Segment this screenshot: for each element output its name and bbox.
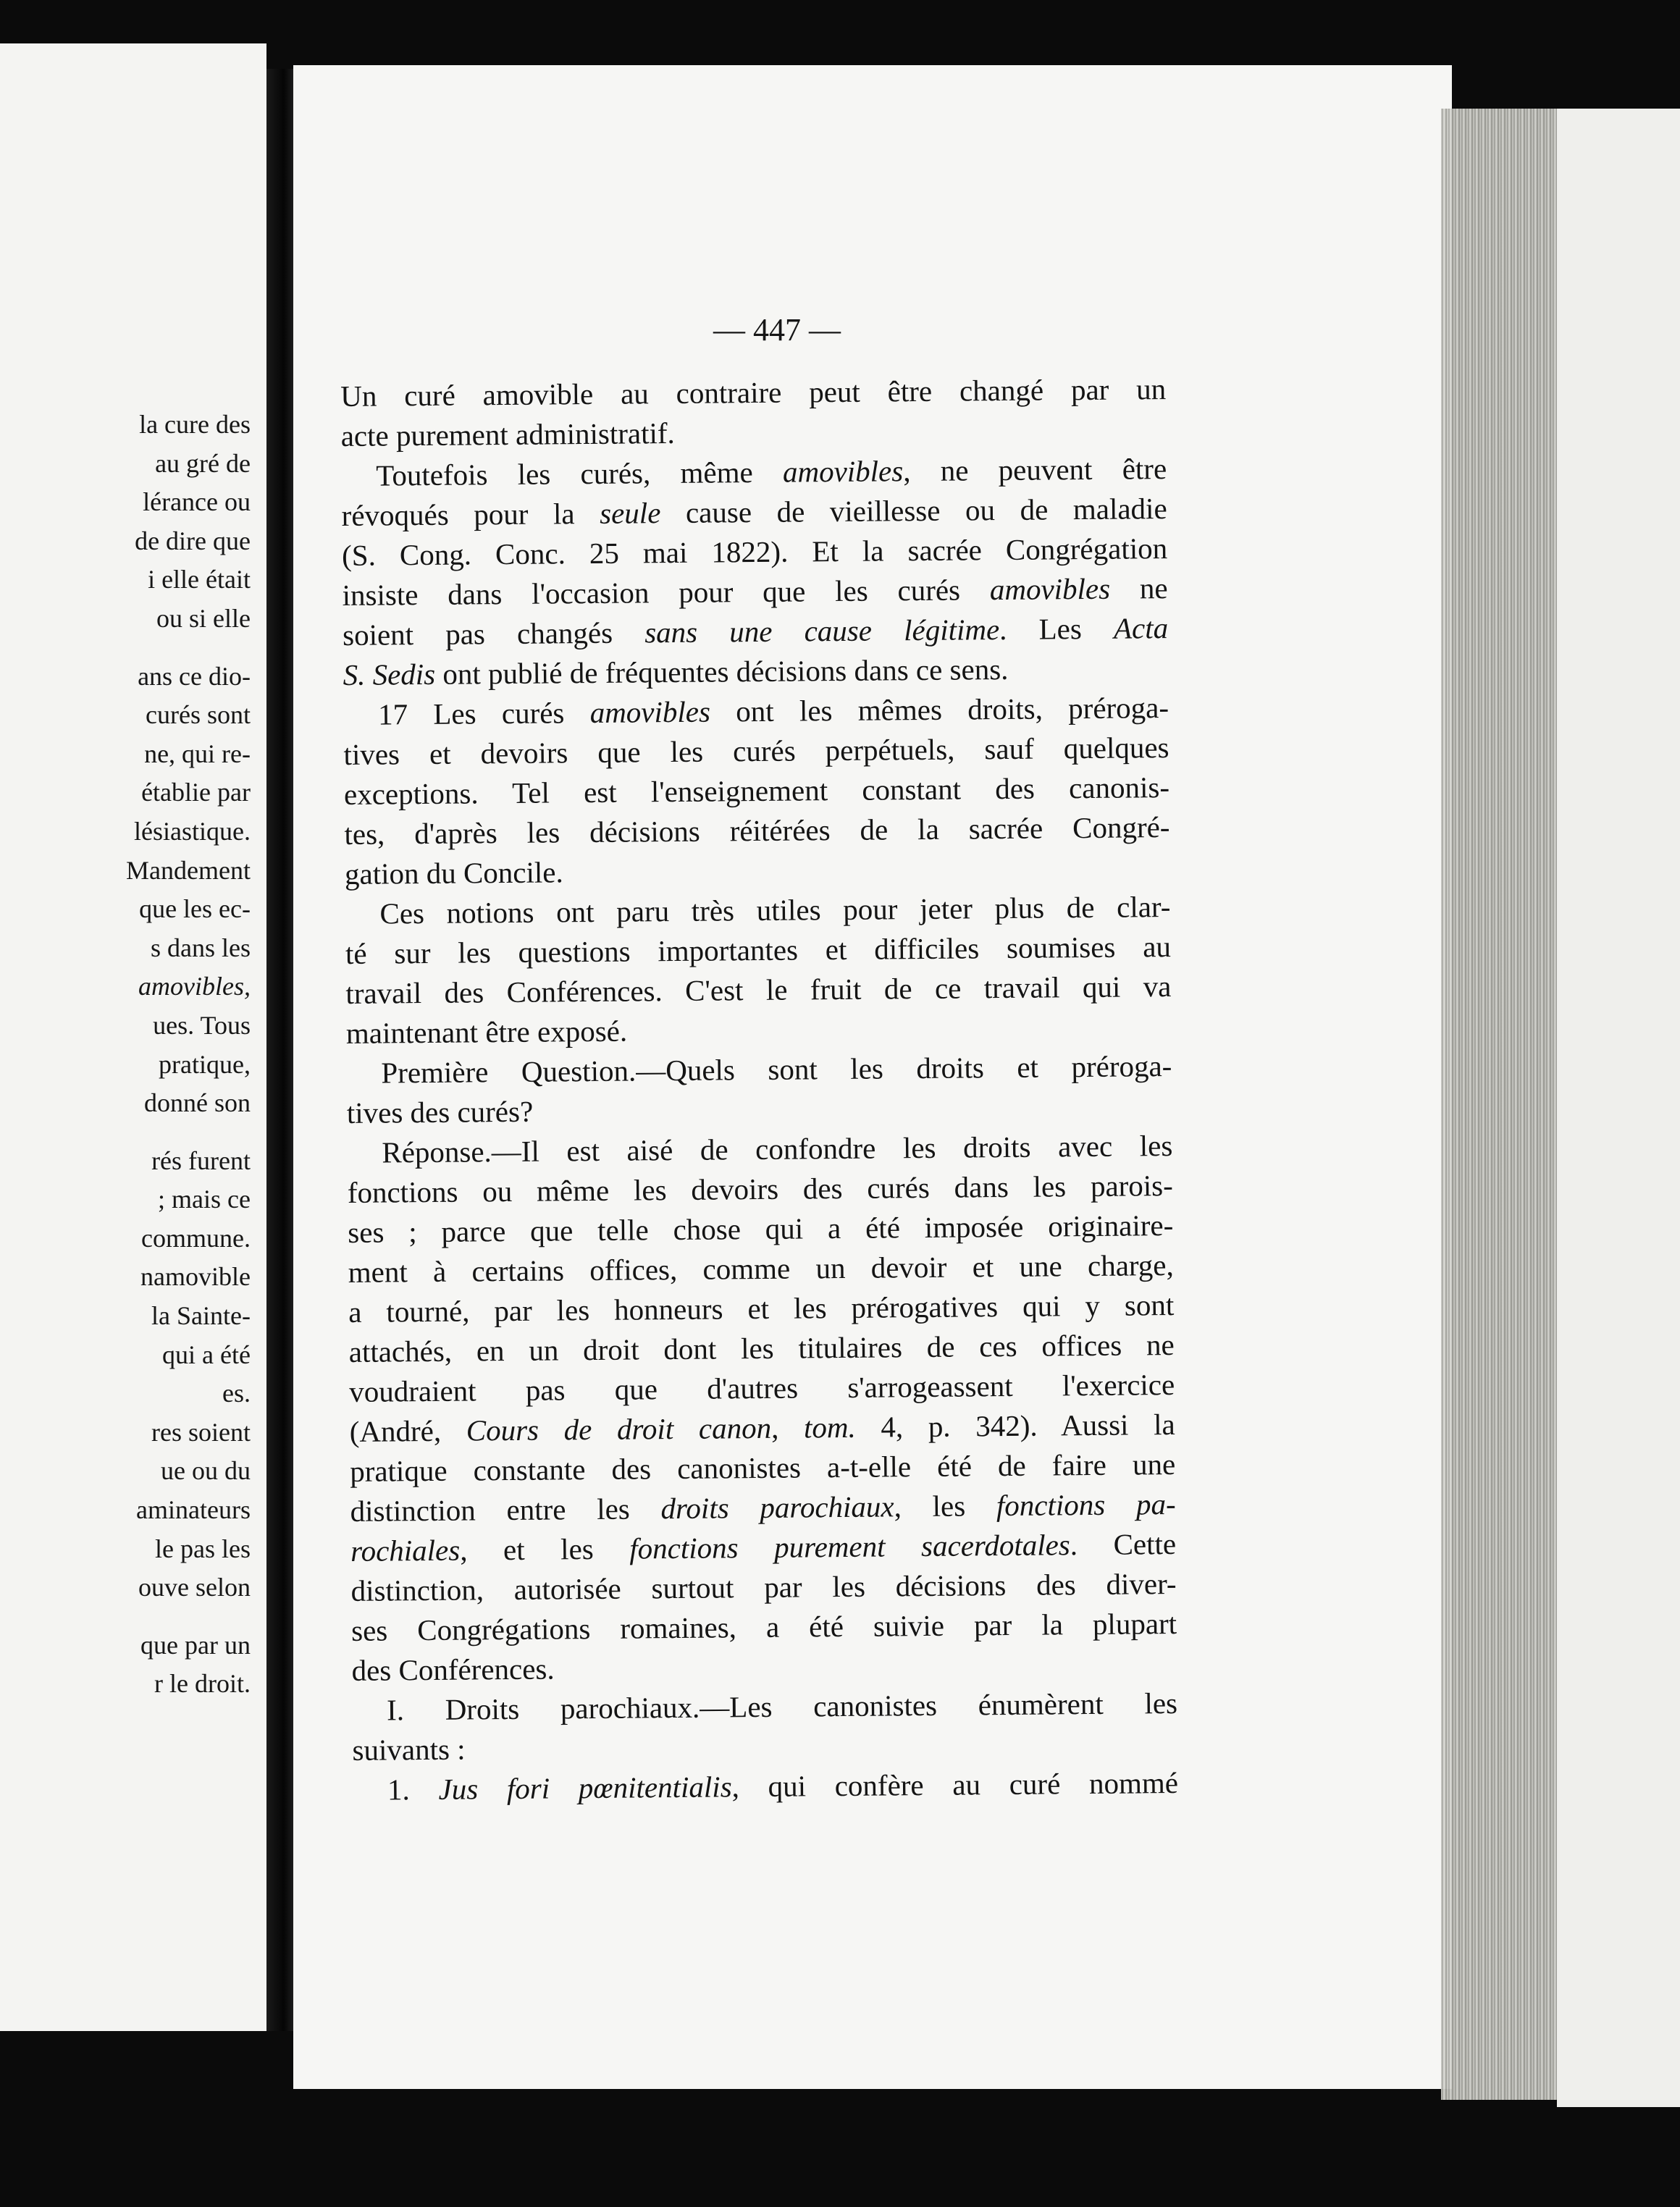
text-line: rochiales, et les fonctions purement sacerdotales. Cette [350, 1526, 1177, 1568]
page-fore-edge [1441, 109, 1557, 2100]
left-page-line: ues. Tous [153, 1010, 251, 1040]
text-line: ment à certains offices, comme un devoir et une charge, [348, 1248, 1174, 1289]
left-page-line: donné son [144, 1088, 251, 1118]
left-page-line: aminateurs [136, 1495, 251, 1525]
text-line: Ces notions ont paru très utiles pour jeter plus de clar- [379, 890, 1171, 930]
left-page-line: au gré de [155, 448, 251, 478]
text-line: Première Question.—Quels sont les droits et préroga- [381, 1049, 1172, 1090]
text-line: insiste dans l'occasion pour que les curés amovibles ne [342, 571, 1168, 612]
text-line: acte purement administratif. [340, 416, 675, 453]
left-page-line: ne, qui re- [144, 739, 251, 768]
text-line: té sur les questions importantes et difficiles soumises au [345, 930, 1172, 970]
left-page-line: le pas les [155, 1534, 251, 1563]
left-page-line: res soient [151, 1417, 251, 1447]
text-line: attachés, en un droit dont les titulaires de ces offices ne [348, 1328, 1175, 1369]
left-page-line: pratique, [159, 1049, 251, 1079]
text-line: pratique constante des canonistes a-t-elle été de faire une [349, 1447, 1176, 1488]
left-page-line [0, 1607, 251, 1626]
left-page-line: que par un [140, 1630, 251, 1660]
text-line: tes, d'après les décisions réitérées de la sacrée Congré- [344, 810, 1170, 851]
text-line: Toutefois les curés, même amovibles, ne peuvent être [375, 452, 1167, 492]
left-page-line: que les ec- [139, 894, 251, 924]
left-page-line: rés furent [151, 1145, 251, 1175]
text-line: voudraient pas que d'autres s'arrogeassent l'exercice [349, 1367, 1175, 1408]
text-line: ses Congrégations romaines, a été suivie par la plupart [350, 1606, 1177, 1647]
facing-page-left [0, 43, 266, 2031]
text-line: suivants : [352, 1732, 466, 1767]
left-page-line: ; mais ce [158, 1185, 251, 1214]
left-page-line: namovible [140, 1262, 251, 1292]
left-page-line: de dire que [135, 526, 251, 555]
left-page-line: la Sainte- [151, 1301, 251, 1331]
text-line: soient pas changés sans une cause légitime. Les Acta [342, 611, 1169, 652]
left-page-line: qui a été [162, 1340, 251, 1369]
text-line: (S. Cong. Conc. 25 mai 1822). Et la sacrée Congrégation [341, 531, 1168, 572]
text-line: Un curé amovible au contraire peut être changé par un [340, 372, 1167, 413]
text-line: (André, Cours de droit canon, tom. 4, p. 342). Aussi la [349, 1407, 1175, 1448]
left-page-line: amovibles, [138, 972, 251, 1001]
book-gutter [266, 69, 295, 2031]
left-page-line: commune. [141, 1223, 251, 1253]
text-line: tives des curés? [346, 1094, 534, 1130]
left-page-line [0, 639, 251, 657]
text-line: 17 Les curés amovibles ont les mêmes droits, préroga- [377, 691, 1169, 731]
left-page-text [0, 405, 251, 1704]
text-line: gation du Concile. [344, 855, 563, 891]
left-page-line: lérance ou [143, 487, 251, 517]
left-page-line: ouve selon [138, 1573, 251, 1602]
left-page-line: Mandement [126, 855, 251, 885]
left-page-line: s dans les [151, 933, 251, 962]
text-line: maintenant être exposé. [345, 1014, 628, 1050]
text-line: des Conférences. [351, 1652, 555, 1687]
text-line: exceptions. Tel est l'enseignement constant des canonis- [343, 770, 1170, 811]
text-line: Réponse.—Il est aisé de confondre les droits avec les [382, 1129, 1173, 1169]
left-page-line: la cure des [139, 410, 251, 439]
text-line: distinction, autorisée surtout par les décisions des diver- [350, 1566, 1177, 1607]
text-line: I. Droits parochiaux.—Les canonistes énumèrent les [386, 1686, 1178, 1727]
text-line: a tourné, par les honneurs et les prérogatives qui y sont [348, 1288, 1175, 1329]
scan-background-right [1557, 109, 1680, 2107]
left-page-line: établie par [141, 778, 251, 807]
left-page-line: ue ou du [161, 1456, 251, 1486]
text-line: tives et devoirs que les curés perpétuels, sauf quelques [343, 731, 1169, 771]
text-line: travail des Conférences. C'est le fruit de ce travail qui va [345, 970, 1172, 1010]
page-body-text [340, 369, 1178, 1810]
text-line: révoqués pour la seule cause de vieillesse ou de maladie [341, 492, 1167, 532]
left-page-line: lésiastique. [134, 816, 251, 846]
left-page-line: es. [222, 1379, 251, 1408]
text-line: distinction entre les droits parochiaux, les fonctions pa- [350, 1487, 1176, 1528]
left-page-line: ou si elle [156, 603, 251, 633]
left-page-line: i elle était [148, 565, 251, 594]
left-page-line: curés sont [146, 700, 251, 730]
page-number: — 447 — [713, 312, 841, 348]
left-page-line [0, 1123, 251, 1142]
text-line: fonctions ou même les devoirs des curés dans les parois- [347, 1169, 1173, 1209]
left-page-line: r le droit. [154, 1669, 251, 1699]
text-line: S. Sedis ont publié de fréquentes décisions dans ce sens. [343, 652, 1009, 691]
text-line: 1. Jus fori pœnitentialis, qui confère au curé nommé [387, 1765, 1179, 1807]
text-line: ses ; parce que telle chose qui a été imposée originaire- [348, 1208, 1174, 1249]
left-page-line: ans ce dio- [138, 661, 251, 691]
